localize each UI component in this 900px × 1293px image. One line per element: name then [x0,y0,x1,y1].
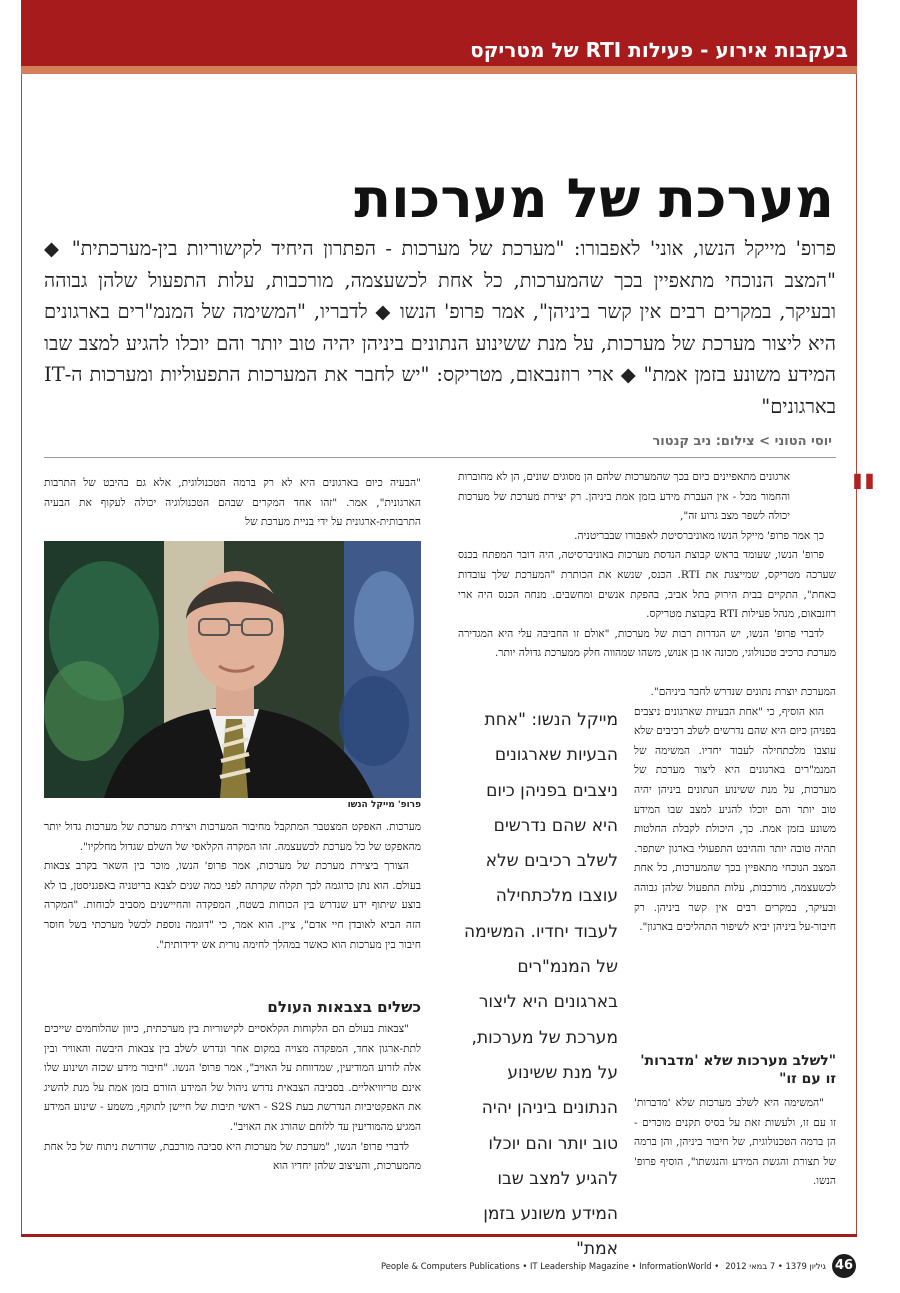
header-stripe [21,66,857,74]
article-title: מערכת של מערכות [354,167,834,230]
left-column-bottom [44,1020,421,1177]
paragraph: "צבאות בעולם הם הלקוחות הקלאסיים לקישוריות בין מערכתית, כיוון שהלוחמים שייכים לתת-ארגון אחד, המפקדה מצויה במקום אחר ונדרש לשלב בין צבאות היבשה והאוויר ובין אלה לזרוע המודיעין, שמדווחת על האויב", אמר פרופ' הנשו. "חיבור מידע שכזה ושינוע שלו אינם טריוויאליים. בסביבה הצבאית נדרש ניהול של המידע הזורם בזמן אמת על מנת להשיג את האפקטיביות הנדרשת בעת S2S - ראשי תיבות של חיישן לתוקף, משמע - שינוע המידע המגיע מהמודיעין עד ללוחם שהורג את האויב". [44,1023,421,1133]
paragraph: ארגונים מתאפיינים כיום בכך שהמערכות שלהם הן מסוגים שונים, הן לא מחוברות והחמור מכל - אין העברת מידע בזמן אמת ביניהן. רק יצירת מערכת של מערכות יכולה לשפר מצב גרוע זה", [458,471,790,523]
paragraph: הוא הוסיף, כי "אחת הבעיות שארגונים ניצבים בפניהן כיום היא שהם נדרשים לשלב רכיבים שלא עוצבו מלכתחילה לעבוד יחדיו. המשימה של המנמ"רים בארגונים היא ליצור מערכת של מערכות, על מנת ששינוע הנתונים ביניהן יהיה טוב יותר והם יוכלו להגיע למצב שבו המידע משונע בזמן אמת. כך, היכולת לקבלת החלטות תהיה טובה יותר וההיבט התפעולי בארגון ישתפר. המצב הנוכחי מתאפיין בכך שהמערכות, כל אחת לכשעצמה, מורכבות, עלות התפעול שלהן גבוהה ובעיקר, במקרים רבים אין קשר ביניהן. רק חיבור-על ביניהן יביא לשיפור התהליכים בארגון". [634,705,836,934]
footer-publications: People & Computers Publications • IT Leadership Magazine • InformationWorld • [381,1261,720,1271]
subheading-left: כשלים בצבאות העולם [267,998,421,1016]
paragraph: פרופ' הנשו, שעומד בראש קבוצת הנדסת מערכות באוניברסיטה, היה דובר המפתח בכנס שערכה מטריקס, שמייצגת את RTI. הכנס, שנשא את הכותרת "המערכת שלך עובדות כאחת", התקיים בבית הירוק בתל אביב, בהפקת אנשים ומחשבים. מנחה הכנס היה ארי רוזנבאום, מנהל פעילות RTI בקבוצת מטריקס. [458,549,836,621]
page-footer [381,1254,856,1278]
paragraph: כך אמר פרופ' מייקל הנשו מאוניברסיטת לאפבורו שבבריטניה. [574,529,824,542]
paragraph: מערכות. האפקט המצטבר המתקבל מחיבור המערכות ויצירת מערכת של מערכות גדול יותר מהאפקט של כל מערכת לכשעצמה. זהו המקרה הקלאסי של השלם שגדול מחלקיו". [44,821,421,853]
byline-divider [44,457,836,458]
paragraph: "המשימה היא לשלב מערכות שלא 'מדברות' זו עם זו, ולעשות זאת על בסיס תקנים מוכרים - הן ברמה הטכנולוגית, של חיבור ביניהן, והן ברמה של תצורת והגשת המידע והנגשתו", הוסיף פרופ' הנשו. [634,1097,836,1188]
paragraph: "הבעיה כיום בארגונים היא לא רק ברמה הטכנולוגית, אלא גם בהיבט של התרבות הארגונית", אמר. "זהו אחד המקרים שבהם הטכנולוגיה יכולה לעקוף את הבעיה התרבותית-ארגונית על ידי בניית מערכת של [44,477,421,529]
pull-quote: מייקל הנשו: "אחת הבעיות שארגונים ניצבים בפניהן כיום היא שהם נדרשים לשלב רכיבים שלא עוצבו מלכתחילה לעבוד יחדיו. המשימה של המנמ"רים בארגונים היא ליצור מערכת של מערכות, על מנת ששינוע הנתונים ביניהן יהיה טוב יותר והם יוכלו להגיע למצב שבו המידע משונע בזמן אמת" [463,710,618,1260]
right-column-lower [634,683,836,938]
opening-quote-icon: " [848,463,878,529]
subheading-right: "לשלב מערכות שלא 'מדברות' זו עם זו" [640,1053,836,1087]
footer-issue: גיליון 1379 • 7 במאי 2012 [725,1261,826,1271]
page-number: 46 [832,1254,856,1278]
left-column-top [44,474,421,533]
portrait-photo [44,541,421,798]
paragraph: הצורך ביצירת מערכת של מערכות, אמר פרופ' הנשו, מוכר בין השאר בקרב צבאות בעולם. הוא נתן כדוגמה לכך תקלה שקרתה לפני כמה שנים לצבא בריטניה באפגניסטן, בו לא בוצע שיתוף ידע שנדרש בין הכוחות בשטח, המפקדה והחיישנים מסביב לכוחות. "המקרה הזה הביא לאובדן חיי אדם", ציין. הוא אמר, כי "דוגמה נוספת לכשל מערכתי בשל חוסר חיבור בין מערכות הוא כאשר במהלך לחימה נורית אש ידידותית". [44,860,421,951]
paragraph: המערכת יוצרת נתונים שנדרש לחבר ביניהם". [650,686,836,698]
article-lead: פרופ' מייקל הנשו, אוני' לאפבורו: "מערכת של מערכות - הפתרון היחיד לקישוריות בין-מערכתית" ◆ "המצב הנוכחי מתאפיין בכך שהמערכות, כל אחת לכשעצמה, מורכבות, עלות התפעול שלהן גבוהה ובעיקר, במקרים רבים אין קשר ביניהן", אמר פרופ' הנשו ◆ לדבריו, "המשימה של המנמ"רים בארגונים היא ליצור מערכת של מערכות, על מנת ששינוע הנתונים ביניהן יהיה טוב יותר והם יוכלו להגיע למצב שבו המידע משונע בזמן אמת" ◆ ארי רוזנבאום, מטריקס: "יש לחבר את המערכות התפעוליות ומערכות ה-IT בארגונים" [44,237,836,418]
section-title: בעקבות אירוע - פעילות RTI של מטריקס [470,38,848,62]
photo-caption: פרופ' מייקל הנשו [347,800,421,810]
left-column-middle [44,818,421,955]
byline: יוסי הטוני > צילום: ניב קנטור [652,434,832,449]
paragraph: לדברי פרופ' הנשו, יש הגדרות רבות של מערכות, "אולם זו החביבה עלי היא המגדירה מערכת כרכיב טכנולוגי, מכונה או בן אנוש, משהו שמהווה חלק ממערכת גדולה יותר. [458,627,836,660]
right-column-bottom [634,1094,836,1192]
bottom-rule [21,1234,857,1237]
right-column-top [458,468,836,664]
paragraph: לדברי פרופ' הנשו, "מערכת של מערכות היא סביבה מורכבת, שדורשת ניתוח של כל אחת מהמערכות, והעיצוב שלהן יחדיו הוא [44,1140,421,1173]
